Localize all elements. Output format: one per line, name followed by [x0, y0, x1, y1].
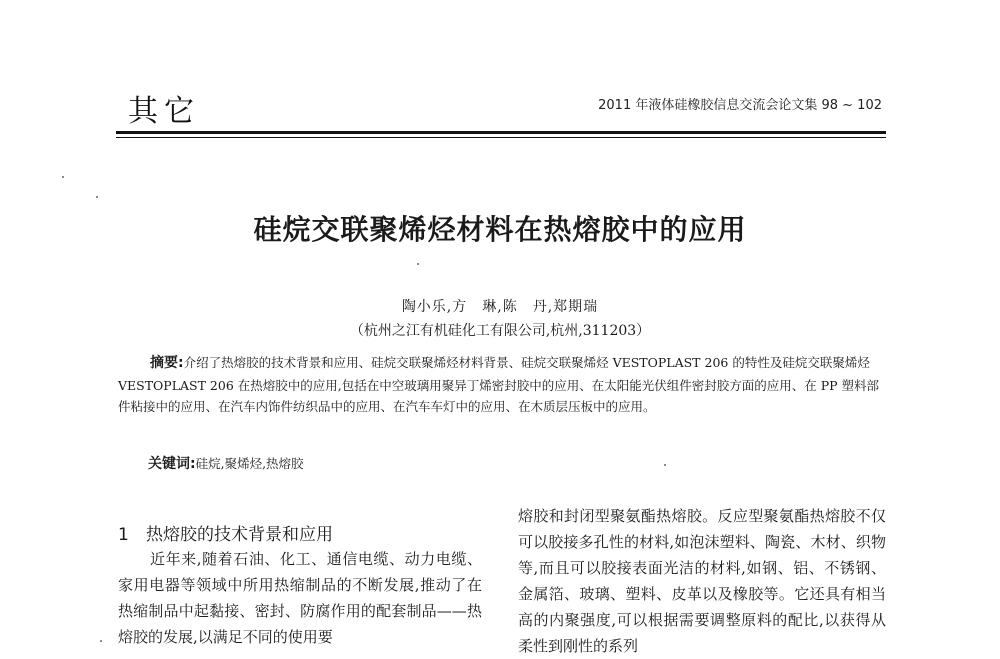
scan-speck: [96, 196, 98, 198]
affiliation: （杭州之江有机硅化工有限公司,杭州,311203）: [349, 323, 651, 339]
paper-title: 硅烷交联聚烯烃材料在热熔胶中的应用: [253, 213, 747, 246]
abstract-text: 介绍了热熔胶的技术背景和应用、硅烷交联聚烯烃材料背景、硅烷交联聚烯烃 VESTOPLAST 206 的特性及硅烷交联聚烯烃 VESTOPLAST 206 在热熔胶中的应用,包括在中空玻璃用聚异丁烯密封胶中的应用、在太阳能光伏组件密封胶方面的应用、在 PP 塑料部件粘接中的应用、在汽车内饰件纺织品中的应用、在汽车车灯中的应用、在木质层压板中的应用。: [118, 355, 879, 414]
scan-speck: [100, 640, 102, 642]
abstract: [118, 352, 888, 418]
section-title: 热熔胶的技术背景和应用: [146, 525, 333, 545]
scan-speck: [62, 176, 64, 178]
header-rule-thick: [116, 131, 886, 134]
keywords: [148, 453, 304, 473]
keywords-text: 硅烷,聚烯烃,热熔胶: [195, 456, 304, 471]
body-right-column: 熔胶和封闭型聚氨酯热熔胶。反应型聚氨酯热熔胶不仅可以胶接多孔性的材料,如泡沫塑料、陶瓷、木材、织物等,而且可以胶接表面光洁的材料,如钢、铝、不锈钢、金属箔、玻璃、塑料、皮革以及橡胶等。它还具有相当高的内聚强度,可以根据需要调整原料的配比,以获得从柔性到刚性的系列: [518, 507, 886, 655]
section-number: 1: [118, 525, 129, 545]
scan-speck: [664, 464, 666, 466]
header-rule-thin: [116, 137, 886, 138]
section-heading: [118, 520, 333, 545]
section-label: 其它: [128, 94, 200, 129]
journal-reference: 2011 年液体硅橡胶信息交流会论文集 98 ~ 102: [598, 98, 882, 113]
body-left-column: 近年来,随着石油、化工、通信电缆、动力电缆、家用电器等领域中所用热缩制品的不断发展,推动了在热缩制品中起黏接、密封、防腐作用的配套制品——热熔胶的发展,以满足不同的使用要: [118, 550, 482, 646]
keywords-label: 关键词:: [148, 456, 196, 472]
authors: 陶小乐,方 琳,陈 丹,郑期瑞: [401, 299, 599, 315]
abstract-label: 摘要:: [150, 355, 184, 371]
scan-speck: [417, 263, 419, 265]
